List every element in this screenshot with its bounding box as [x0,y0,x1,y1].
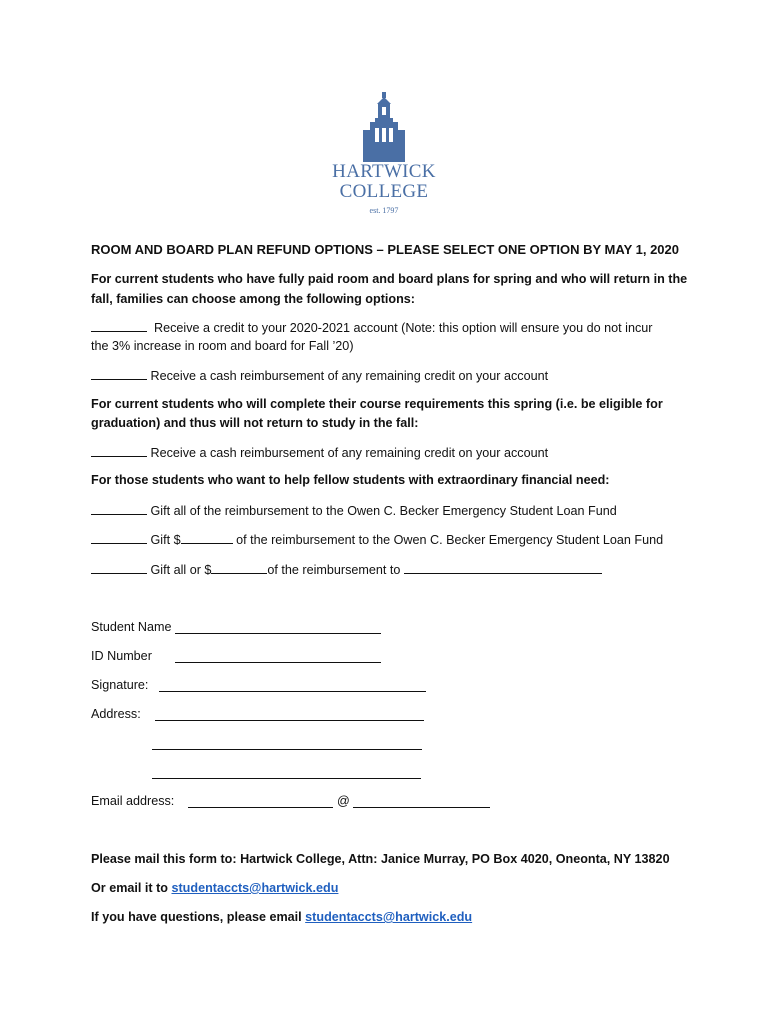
option-select-blank[interactable] [91,320,147,332]
section3-option2-prefix: Gift $ [150,533,181,547]
option-select-blank[interactable] [91,368,147,380]
address-field-line2[interactable] [152,749,422,750]
section3-heading: For those students who want to help fellow students with extraordinary financial need: [91,473,610,487]
section2-option1-text: Receive a cash reimbursement of any remaining credit on your account [150,446,549,460]
tower-icon [361,90,407,162]
option-select-blank[interactable] [91,445,147,457]
section3-option3 [91,562,602,577]
email-instructions-prefix: Or email it to [91,881,172,895]
section1-option1-line2: the 3% increase in room and board for Fall ’20) [91,339,354,353]
email-link[interactable]: studentaccts@hartwick.edu [171,881,339,895]
section2-heading-line2: graduation) and thus will not return to study in the fall: [91,416,419,430]
address-label: Address: [91,707,141,721]
questions-instructions [91,910,472,924]
option-select-blank[interactable] [91,562,147,574]
section1-option1-text: Receive a credit to your 2020-2021 account (Note: this option will ensure you do not incur [154,321,653,335]
college-logo [328,90,440,230]
section3-option3-prefix: Gift all or $ [150,563,212,577]
logo-name-line2: COLLEGE [339,181,429,202]
section3-option2-suffix: of the reimbursement to the Owen C. Becker Emergency Student Loan Fund [236,533,664,547]
questions-email-link[interactable]: studentaccts@hartwick.edu [305,910,473,924]
gift-amount-blank[interactable] [211,562,267,574]
logo-name-line1: HARTWICK [332,161,436,182]
email-at-sign: @ [337,794,350,808]
form-title: ROOM AND BOARD PLAN REFUND OPTIONS – PLEASE SELECT ONE OPTION BY MAY 1, 2020 [91,242,679,257]
student-name-label: Student Name [91,620,172,634]
section3-option3-suffix: of the reimbursement to [267,563,401,577]
mail-instructions: Please mail this form to: Hartwick College, Attn: Janice Murray, PO Box 4020, Oneonta, NY 13820 [91,852,670,866]
address-field-line1[interactable] [155,720,424,721]
option-select-blank[interactable] [91,503,147,515]
section1-option1 [91,320,652,335]
questions-prefix: If you have questions, please email [91,910,306,924]
logo-est: est. 1797 [369,206,399,215]
section3-option1 [91,503,617,518]
email-domain-field[interactable] [353,807,490,808]
gift-amount-blank[interactable] [181,532,233,544]
section1-heading-line1: For current students who have fully paid room and board plans for spring and who will return in the [91,272,688,286]
section3-option1-text: Gift all of the reimbursement to the Owen C. Becker Emergency Student Loan Fund [150,504,617,518]
signature-field[interactable] [159,691,426,692]
section1-heading-line2: fall, families can choose among the following options: [91,292,415,306]
email-user-field[interactable] [188,807,333,808]
email-label: Email address: [91,794,175,808]
section3-option2 [91,532,663,547]
student-name-field[interactable] [175,633,381,634]
signature-label: Signature: [91,678,149,692]
id-number-field[interactable] [175,662,381,663]
gift-recipient-blank[interactable] [404,562,602,574]
section1-option2-text: Receive a cash reimbursement of any remaining credit on your account [150,369,549,383]
section1-option2 [91,368,548,383]
email-instructions [91,881,338,895]
section2-heading-line1: For current students who will complete their course requirements this spring (i.e. be eligible for [91,397,663,411]
section2-option1 [91,445,548,460]
address-field-line3[interactable] [152,778,421,779]
id-number-label: ID Number [91,649,152,663]
option-select-blank[interactable] [91,532,147,544]
